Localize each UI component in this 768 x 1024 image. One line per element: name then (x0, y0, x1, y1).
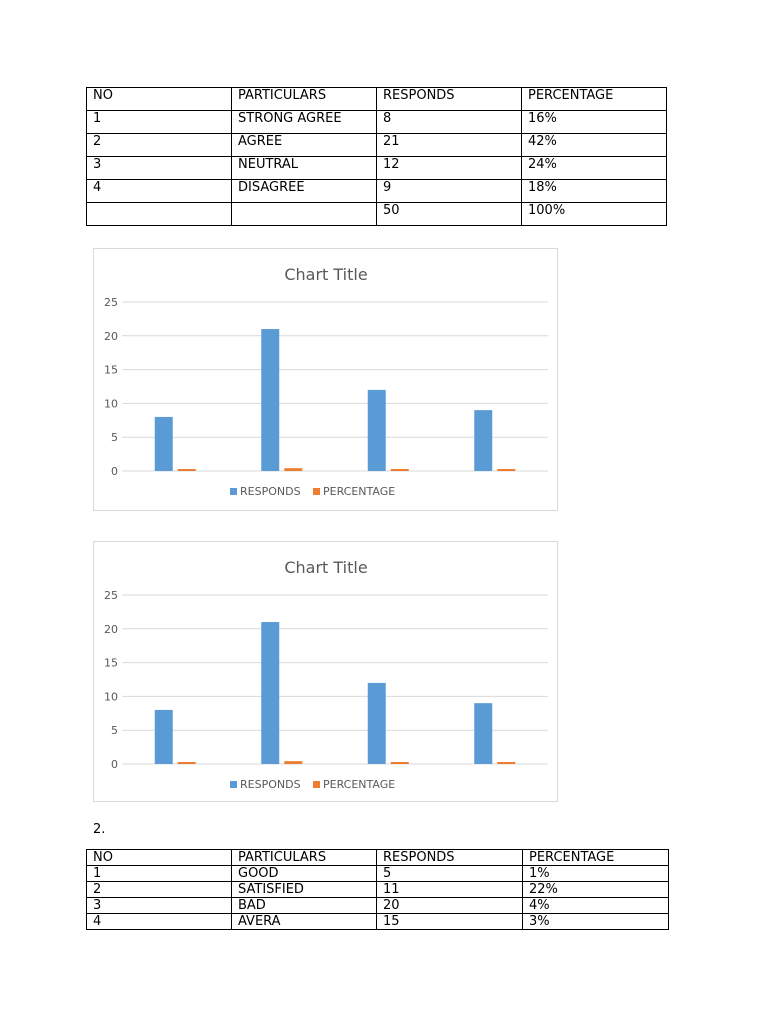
table-cell: 4 (87, 914, 232, 930)
bar-responds (261, 622, 279, 764)
table-cell: 15 (377, 914, 523, 930)
table-cell: 8 (377, 111, 522, 134)
table-cell: BAD (232, 898, 377, 914)
bar-responds (155, 710, 173, 764)
table-cell: 3 (87, 157, 232, 180)
table-cell: SATISFIED (232, 882, 377, 898)
chart-title: Chart Title (284, 265, 368, 284)
legend-label: PERCENTAGE (323, 485, 396, 498)
table-cell: 42% (522, 134, 667, 157)
header-cell: RESPONDS (377, 850, 523, 866)
legend-label: RESPONDS (240, 485, 301, 498)
bar-chart-1 (93, 248, 558, 511)
table-header-row (87, 850, 669, 866)
header-cell: NO (87, 88, 232, 111)
table-row (87, 898, 669, 914)
legend-label: RESPONDS (240, 778, 301, 791)
header-cell: NO (87, 850, 232, 866)
bar-responds (474, 703, 492, 764)
table-total-row (87, 203, 667, 226)
table-cell: AGREE (232, 134, 377, 157)
y-tick-label: 20 (104, 622, 118, 636)
table-cell: GOOD (232, 866, 377, 882)
table-cell: STRONG AGREE (232, 111, 377, 134)
table-cell: 9 (377, 180, 522, 203)
table-cell: 18% (522, 180, 667, 203)
chart-svg (94, 542, 559, 803)
table-cell: 3% (523, 914, 669, 930)
table-cell: 1 (87, 866, 232, 882)
legend-label: PERCENTAGE (323, 778, 396, 791)
bar-percentage (497, 762, 515, 764)
y-tick-label: 25 (104, 589, 118, 602)
table-cell: 16% (522, 111, 667, 134)
bar-responds (474, 410, 492, 471)
legend-swatch (313, 488, 320, 495)
survey-table-2 (86, 849, 669, 930)
table-cell: 24% (522, 157, 667, 180)
table-cell: 20 (377, 898, 523, 914)
bar-responds (261, 329, 279, 471)
table-cell: 12 (377, 157, 522, 180)
table-cell (87, 203, 232, 226)
table-cell: 11 (377, 882, 523, 898)
table-row (87, 134, 667, 157)
legend-swatch (313, 781, 320, 788)
bar-responds (155, 417, 173, 471)
bar-percentage (391, 469, 409, 471)
survey-table-1 (86, 87, 667, 226)
chart-svg (94, 249, 559, 512)
legend-swatch (230, 488, 237, 495)
table-row (87, 866, 669, 882)
table-cell: 2 (87, 134, 232, 157)
y-tick-label: 20 (104, 329, 118, 343)
table-cell (232, 203, 377, 226)
bar-percentage (284, 761, 302, 764)
y-tick-label: 15 (104, 656, 118, 670)
y-tick-label: 0 (111, 758, 118, 771)
table-cell: 22% (523, 882, 669, 898)
bar-chart-2 (93, 541, 558, 802)
table-cell: 3 (87, 898, 232, 914)
bar-percentage (178, 469, 196, 471)
bar-responds (368, 390, 386, 471)
bar-percentage (391, 762, 409, 764)
chart-title: Chart Title (284, 558, 368, 577)
table-cell: 50 (377, 203, 522, 226)
y-tick-label: 10 (104, 397, 118, 411)
y-tick-label: 5 (111, 431, 118, 445)
table-cell: 1% (523, 866, 669, 882)
bar-percentage (178, 762, 196, 764)
header-cell: RESPONDS (377, 88, 522, 111)
table-cell: 4% (523, 898, 669, 914)
table-row (87, 882, 669, 898)
table-row (87, 914, 669, 930)
y-tick-label: 10 (104, 690, 118, 704)
table-cell: DISAGREE (232, 180, 377, 203)
table-cell: 5 (377, 866, 523, 882)
y-tick-label: 5 (111, 724, 118, 738)
table-cell: 2 (87, 882, 232, 898)
bar-percentage (284, 468, 302, 471)
table-cell: 21 (377, 134, 522, 157)
table-cell: 4 (87, 180, 232, 203)
header-cell: PARTICULARS (232, 88, 377, 111)
y-tick-label: 25 (104, 296, 118, 309)
y-tick-label: 0 (111, 465, 118, 478)
header-cell: PARTICULARS (232, 850, 377, 866)
table-cell: 1 (87, 111, 232, 134)
table-cell: NEUTRAL (232, 157, 377, 180)
table-cell: AVERA (232, 914, 377, 930)
table-cell: 100% (522, 203, 667, 226)
bar-percentage (497, 469, 515, 471)
table-row (87, 111, 667, 134)
table-row (87, 157, 667, 180)
header-cell: PERCENTAGE (523, 850, 669, 866)
y-tick-label: 15 (104, 363, 118, 377)
table-header-row (87, 88, 667, 111)
table-row (87, 180, 667, 203)
section-number: 2. (93, 822, 106, 837)
legend-swatch (230, 781, 237, 788)
bar-responds (368, 683, 386, 764)
header-cell: PERCENTAGE (522, 88, 667, 111)
